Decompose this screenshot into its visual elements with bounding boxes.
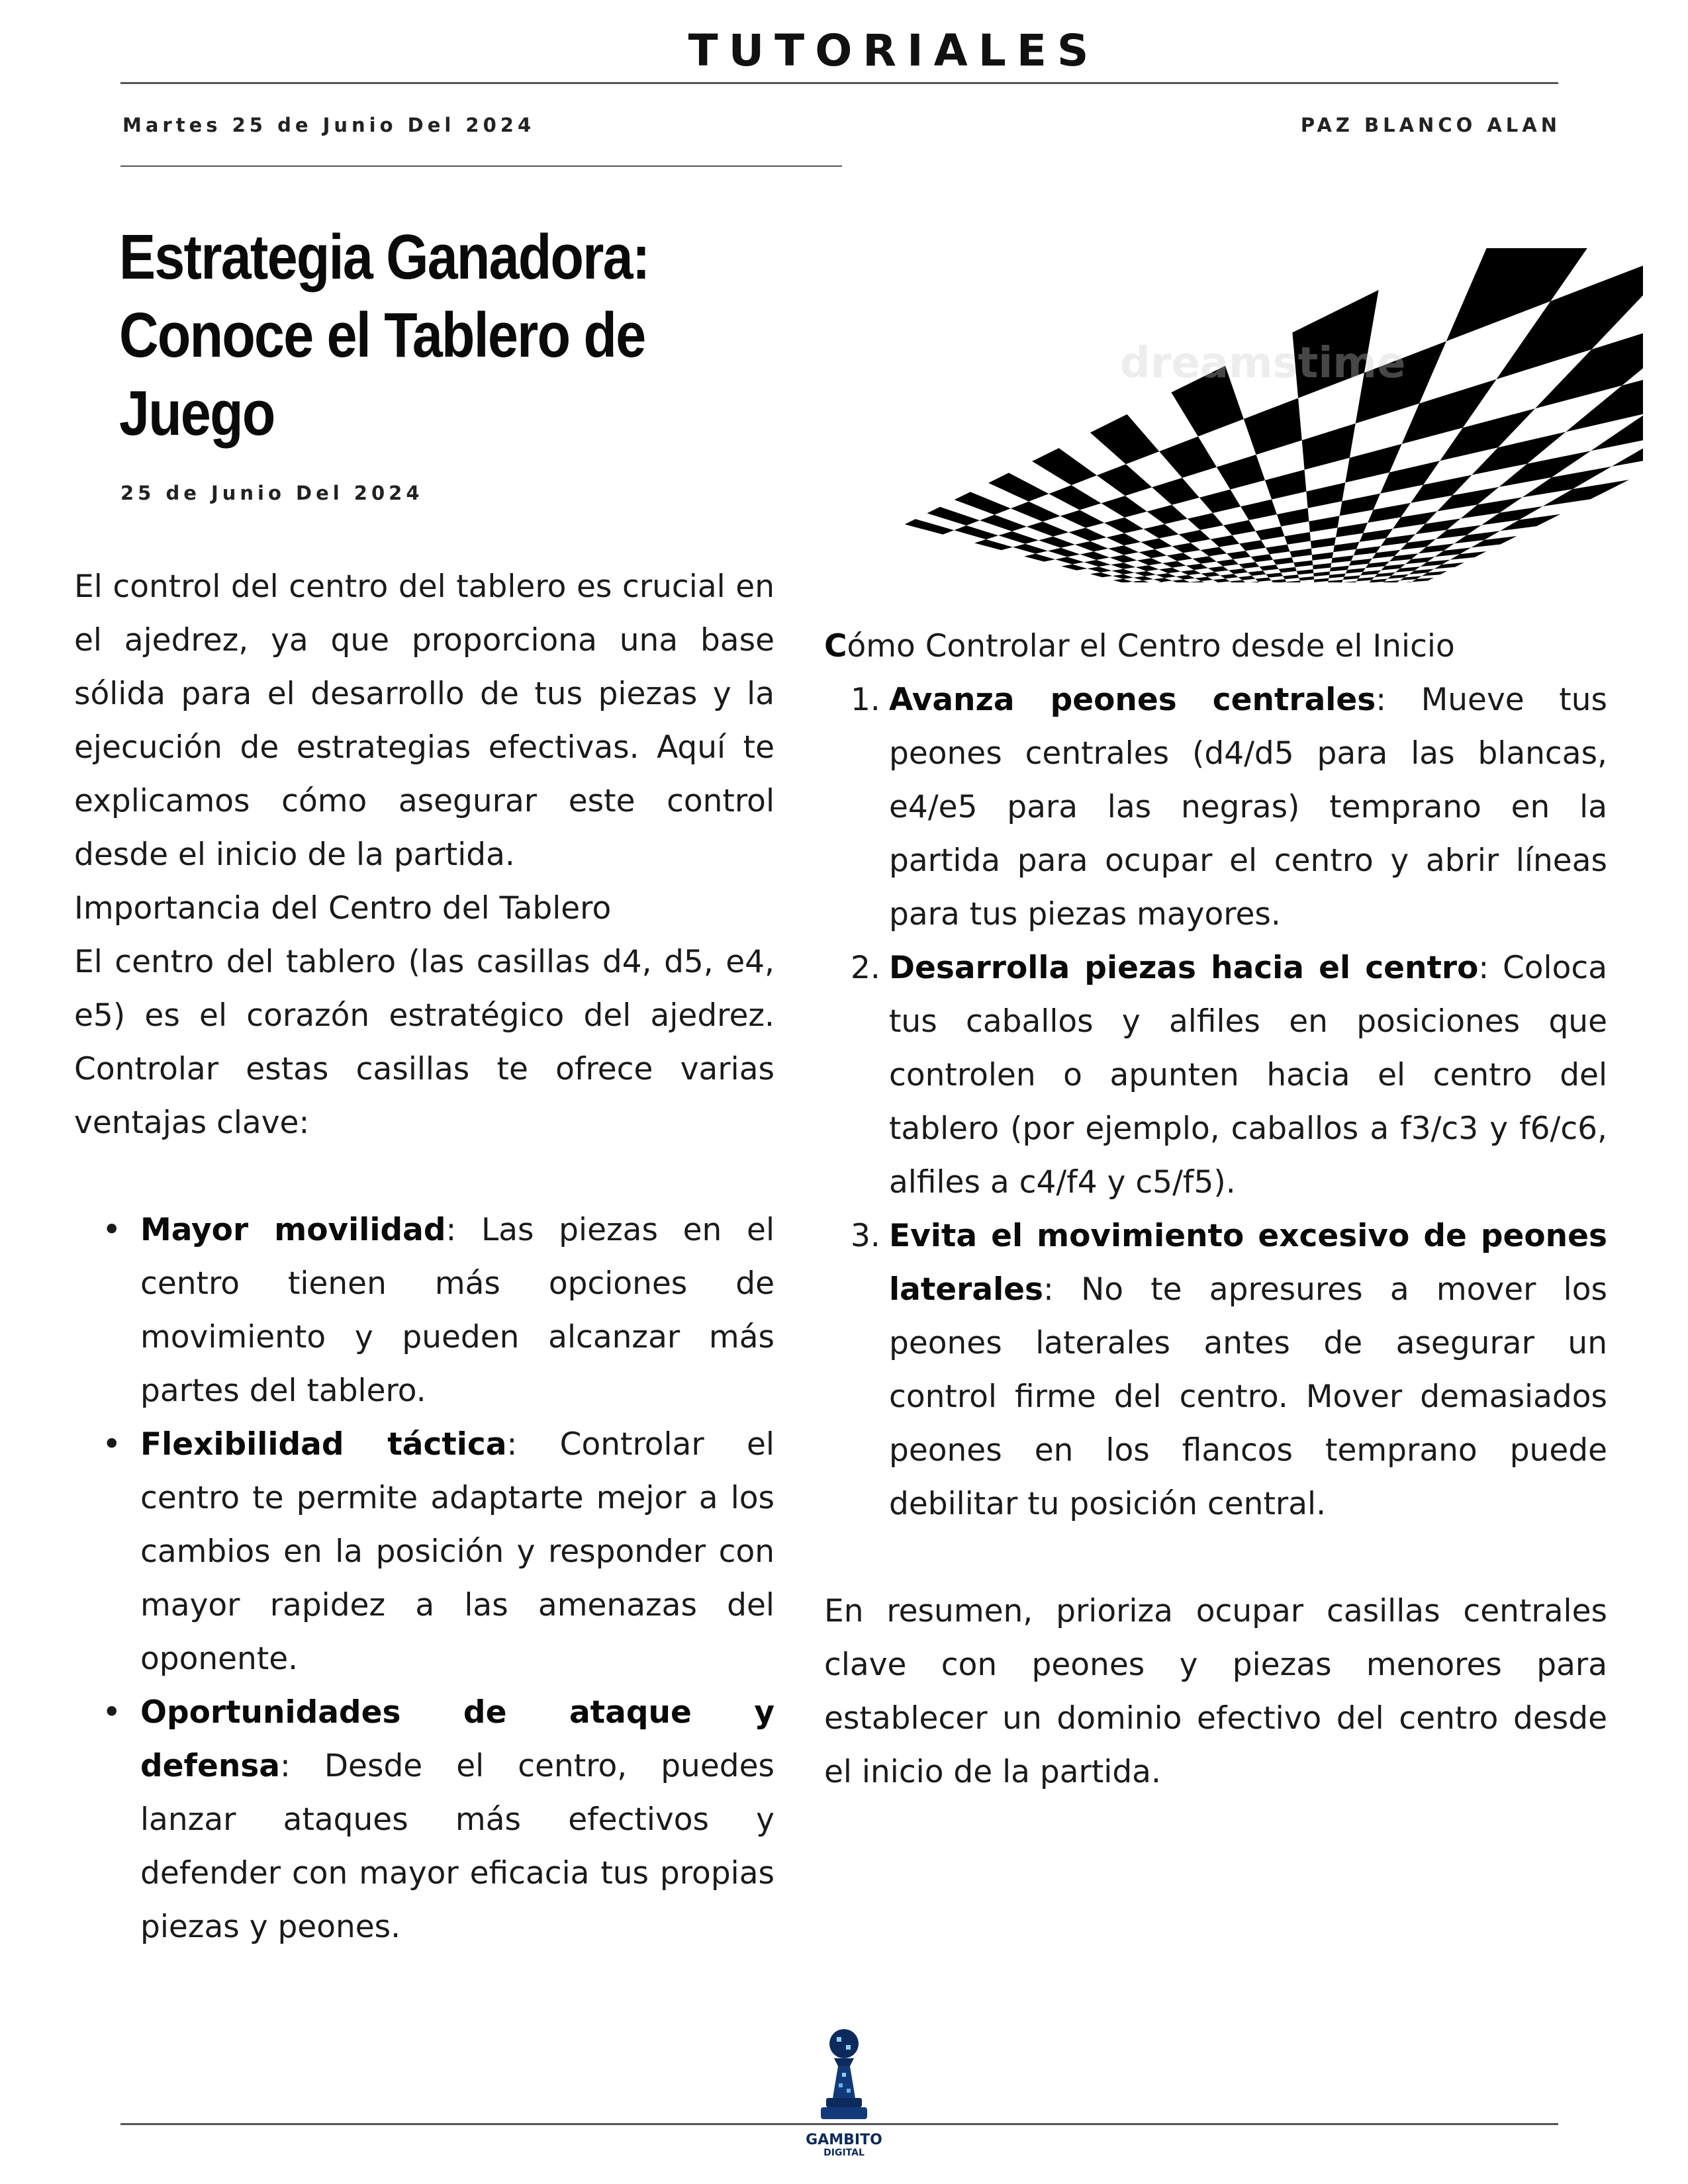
checker-square xyxy=(1199,490,1241,514)
checker-square xyxy=(905,519,955,534)
checker-square xyxy=(1343,575,1360,580)
header-date: Martes 25 de Junio Del 2024 xyxy=(122,114,536,136)
checker-square xyxy=(1080,551,1110,560)
checker-square xyxy=(1139,549,1166,558)
watermark-text: dreamstime xyxy=(1120,339,1406,388)
section-title: TUTORIALES xyxy=(688,25,1100,76)
checker-square xyxy=(1333,542,1359,553)
checker-square xyxy=(1088,567,1112,572)
logo-subtext: DIGITAL xyxy=(823,2148,865,2158)
checker-square xyxy=(927,507,980,525)
checker-square xyxy=(1133,580,1151,582)
steps-list xyxy=(824,673,1607,1531)
checker-square xyxy=(1266,545,1289,555)
checker-square xyxy=(1255,578,1271,582)
checker-square xyxy=(1048,548,1080,557)
subheading-importance: Importancia del Centro del Tablero xyxy=(74,890,612,927)
checker-square xyxy=(1284,532,1311,545)
checker-square xyxy=(1097,464,1152,496)
checker-square xyxy=(1248,570,1266,576)
checker-square xyxy=(1273,557,1293,565)
checker-square xyxy=(1311,537,1336,549)
checker-square xyxy=(1239,576,1256,580)
checker-square xyxy=(1011,502,1060,522)
checker-square xyxy=(1172,543,1201,553)
list-item-bold: Avanza peones centrales xyxy=(889,682,1376,718)
checker-square xyxy=(1289,549,1311,558)
article-date: 25 de Junio Del 2024 xyxy=(120,482,424,504)
logo-wordmark: GAMBITO xyxy=(806,2132,882,2148)
checker-square xyxy=(1193,556,1217,563)
checker-square xyxy=(1190,581,1207,582)
checkerboard-perspective-image xyxy=(842,248,1643,582)
checker-square xyxy=(1143,524,1178,539)
checker-square xyxy=(1266,572,1283,577)
checker-square xyxy=(1188,513,1223,530)
checker-square xyxy=(1223,520,1256,535)
checker-square xyxy=(1133,576,1153,581)
checker-square xyxy=(1039,537,1075,548)
checker-square xyxy=(1027,522,1068,537)
checker-square xyxy=(1172,580,1190,582)
checker-square xyxy=(1055,557,1084,565)
list-item-bold: Desarrolla piezas hacia el centro xyxy=(889,950,1479,986)
checker-square xyxy=(1104,518,1143,533)
checker-square xyxy=(954,525,998,539)
checker-square xyxy=(1136,565,1159,571)
checker-square xyxy=(1313,563,1331,570)
list-item xyxy=(824,1209,1607,1531)
checker-square xyxy=(1024,554,1055,562)
checker-square xyxy=(1313,572,1330,577)
header-author: PAZ BLANCO ALAN xyxy=(1300,114,1561,136)
checker-square xyxy=(1230,580,1246,582)
checker-square xyxy=(955,492,1011,515)
checker-square xyxy=(1153,578,1172,582)
checker-square xyxy=(988,473,1049,501)
checker-square xyxy=(1201,547,1227,557)
checker-square xyxy=(1328,580,1343,582)
spacer xyxy=(824,1531,1607,1584)
list-item-text: : Las piezas en el centro tienen más opciones de movimiento y pueden alcanzar más partes del tablero. xyxy=(140,1212,775,1409)
checker-square xyxy=(1239,562,1259,569)
subheader-divider xyxy=(120,165,842,167)
article-title-line1: Estrategia Ganadora: xyxy=(119,222,649,293)
list-item-text: : Coloca tus caballos y alfiles en posiciones que controlen o apunten hacia el centro del tablero (por ejemplo, caballos a f3/c3 y f6/c6, alfiles a c4/f4 y c5/f5). xyxy=(889,950,1607,1201)
checker-square xyxy=(1137,558,1162,565)
checker-square xyxy=(1302,424,1356,470)
checker-square xyxy=(1084,560,1111,567)
checker-square xyxy=(1297,569,1314,574)
step-number: 3. xyxy=(851,1218,880,1254)
list-item xyxy=(74,1418,774,1686)
advantages-list xyxy=(74,1203,774,1954)
checker-square xyxy=(1251,554,1274,562)
spacer xyxy=(74,1150,774,1203)
checker-square xyxy=(1159,437,1217,478)
checker-square xyxy=(1329,574,1346,578)
checker-square xyxy=(1241,500,1277,520)
checker-square xyxy=(1141,538,1172,549)
checker-square xyxy=(998,531,1039,544)
checker-square xyxy=(1220,574,1238,578)
checker-square xyxy=(1259,565,1278,570)
checker-square xyxy=(1090,572,1113,577)
list-item xyxy=(824,673,1607,941)
checker-square xyxy=(1340,581,1356,582)
summary-paragraph: En resumen, prioriza ocupar casillas centrales clave con peones y piezas menores para establecer un dominio efectivo del centro desde el inicio de la partida. xyxy=(824,1593,1607,1790)
checker-square xyxy=(1286,580,1301,582)
checker-square xyxy=(1156,573,1176,578)
checker-square xyxy=(1217,455,1265,490)
step-number: 2. xyxy=(851,950,880,986)
right-column xyxy=(824,619,1607,1799)
checker-square xyxy=(1107,533,1141,545)
checker-square xyxy=(1239,540,1266,551)
checker-square xyxy=(1162,561,1186,568)
list-item-bold: Mayor movilidad xyxy=(140,1212,446,1248)
checker-square xyxy=(1179,530,1211,543)
subheading-rest: ómo Controlar el Centro desde el Inicio xyxy=(847,628,1455,664)
step-number: 1. xyxy=(851,682,880,718)
checker-square xyxy=(1090,414,1159,464)
checker-square xyxy=(980,515,1027,531)
list-item xyxy=(824,941,1607,1209)
list-item-bold: Oportunidades de ataque y defensa xyxy=(140,1694,774,1784)
checker-square xyxy=(1208,567,1229,572)
article-title-line2: Conoce el Tablero de Juego xyxy=(119,300,645,449)
checker-square xyxy=(1159,568,1181,573)
list-item-text: : Mueve tus peones centrales (d4/d5 para las blancas, e4/e5 para las negras) temprano en la partida para ocupar el centro y abrir líneas para tus piezas mayores. xyxy=(889,682,1608,933)
checker-square xyxy=(1271,579,1286,582)
checker-square xyxy=(1147,505,1188,524)
checker-square xyxy=(1309,516,1339,532)
checker-square xyxy=(1068,528,1106,541)
list-item-text: : Desde el centro, puedes lanzar ataques más efectivos y defender con mayor eficacia tus propias piezas y peones. xyxy=(140,1748,774,1945)
checker-square xyxy=(1277,508,1309,527)
subheading-initial: C xyxy=(824,628,847,664)
checker-square xyxy=(1111,563,1136,569)
checker-square xyxy=(1111,569,1134,574)
list-item-text: : Controlar el centro te permite adaptarte mejor a los cambios en la posición y responder con mayor rapidez a las amenazas del oponente. xyxy=(140,1426,774,1677)
checker-square xyxy=(1176,575,1196,580)
checker-square xyxy=(1265,470,1306,500)
checker-square xyxy=(1181,570,1201,575)
checker-square xyxy=(1306,482,1345,508)
checker-square xyxy=(1061,565,1087,570)
checker-square xyxy=(1299,576,1314,580)
checker-square xyxy=(1279,567,1297,573)
checker-square xyxy=(1167,553,1193,561)
checker-square xyxy=(974,539,1013,550)
list-item-text: : No te apresures a mover los peones laterales antes de asegurar un control firme del centro. Mover demasiados peones en los flancos temprano puede debilitar tu posición central. xyxy=(889,1271,1607,1522)
checker-square xyxy=(1256,526,1285,540)
checker-square xyxy=(1060,510,1104,528)
article-title xyxy=(119,218,768,453)
checker-square xyxy=(1075,541,1108,552)
checker-square xyxy=(1195,577,1213,581)
checker-square xyxy=(1032,448,1097,485)
checker-square xyxy=(1152,478,1199,505)
intro-paragraph: El control del centro del tablero es crucial en el ajedrez, ya que proporciona una base sólida para el desarrollo de tus piezas y la ejecución de estrategias efectivas. Aquí te explicamos cómo asegurar este control desde el inicio de la partida. xyxy=(74,569,774,873)
checker-square xyxy=(1049,485,1101,510)
checker-square xyxy=(1312,552,1333,561)
checker-square xyxy=(1227,551,1250,559)
left-column xyxy=(74,560,774,1954)
gambito-digital-logo xyxy=(794,2025,894,2158)
checker-square xyxy=(1213,578,1230,582)
header-divider xyxy=(120,82,1558,84)
checker-square xyxy=(1283,574,1299,579)
checker-square xyxy=(1135,571,1156,576)
centro-paragraph: El centro del tablero (las casillas d4, d5, e4, e5) es el corazón estratégico del ajedrez. Controlar estas casillas te ofrece varias ventajas clave: xyxy=(74,944,774,1141)
list-item-bold: Flexibilidad táctica xyxy=(140,1426,507,1463)
checker-square xyxy=(1186,564,1208,570)
checker-square xyxy=(1330,566,1349,572)
checker-square xyxy=(1109,555,1137,563)
checkerboard-svg xyxy=(842,248,1643,582)
chess-pawn-icon xyxy=(794,2025,894,2131)
checker-square xyxy=(1102,496,1147,518)
checker-square xyxy=(1314,578,1329,582)
checker-square xyxy=(1244,398,1302,455)
checker-square xyxy=(1108,545,1139,555)
subheading-how-to xyxy=(824,619,1607,673)
list-item xyxy=(74,1686,774,1954)
checker-square xyxy=(1293,561,1313,567)
list-item xyxy=(74,1203,774,1418)
checker-square xyxy=(1013,544,1048,554)
checker-square xyxy=(1113,574,1134,579)
checker-square xyxy=(1229,569,1248,574)
list-item-bold: Evita el movimiento excesivo de peones laterales xyxy=(889,1218,1607,1308)
checker-square xyxy=(1331,555,1353,563)
checker-square xyxy=(1211,535,1240,547)
checker-square xyxy=(1217,559,1239,567)
checker-square xyxy=(1201,572,1220,576)
checker-square xyxy=(1113,579,1133,582)
